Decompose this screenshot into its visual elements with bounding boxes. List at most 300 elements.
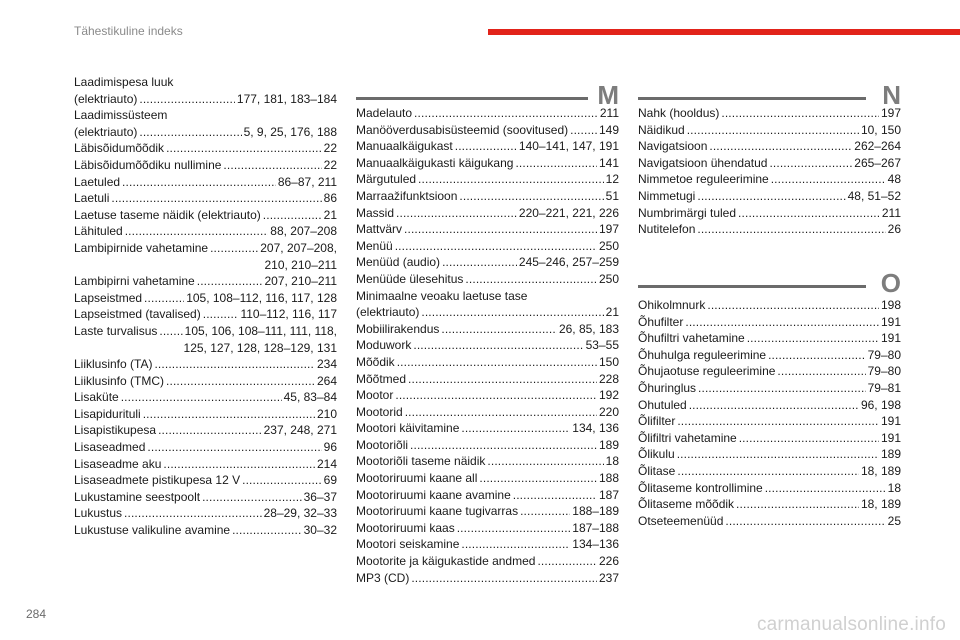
index-entry-row	[356, 453, 619, 470]
dot-leader	[242, 472, 322, 489]
index-entry-label: Mõõdik	[356, 354, 395, 369]
index-entry-pages: 265–267	[854, 155, 901, 170]
index-entry-label: Madelauto	[356, 106, 413, 120]
index-entry-label: Õhuringlus	[638, 380, 697, 395]
index-entry-pages: 237, 248, 271	[263, 423, 337, 438]
index-entry	[356, 138, 619, 155]
dot-leader	[677, 413, 879, 430]
dot-leader	[465, 271, 597, 288]
index-entry	[638, 513, 901, 530]
index-entry	[356, 321, 619, 338]
index-entry	[638, 138, 901, 155]
index-entry-label: Nimmetugi	[638, 188, 696, 203]
index-entry-pages: 22	[323, 141, 337, 156]
index-entry-row	[638, 430, 901, 447]
index-entry-row	[356, 105, 619, 122]
index-entry-pages: 96	[323, 440, 337, 455]
index-entry-pages: 226	[598, 554, 619, 569]
index-entry-pages: 220–221, 221, 226	[518, 205, 619, 220]
index-entry-pages: 188–189	[572, 504, 619, 519]
index-entry-row	[356, 536, 619, 553]
index-entry-label: Liiklusinfo (TMC)	[74, 373, 165, 388]
dot-leader	[537, 553, 597, 570]
index-entry	[356, 437, 619, 454]
dot-leader	[158, 422, 262, 439]
index-entry-label: Laetuli	[74, 191, 110, 206]
dot-leader	[410, 437, 597, 454]
index-entry-label: Menüüd (audio)	[356, 255, 441, 270]
dot-leader	[405, 404, 597, 421]
index-entry-pages: 250	[598, 271, 619, 286]
index-entry-row	[74, 456, 337, 473]
index-entry	[638, 205, 901, 222]
index-entry-row	[638, 496, 901, 513]
index-entry-pages: 211	[881, 205, 901, 220]
index-entry	[74, 306, 337, 323]
index-entry-row	[74, 223, 337, 240]
index-entry-pages: 69	[323, 473, 337, 488]
index-entry-row	[638, 122, 901, 139]
dot-leader	[520, 503, 570, 520]
index-entry-row	[638, 330, 901, 347]
index-entry	[638, 171, 901, 188]
dot-leader	[689, 397, 859, 414]
index-entry-pages: 245–246, 257–259	[518, 255, 619, 270]
index-entry-label: (elektriauto)	[356, 305, 420, 320]
index-entry-pages: 105, 108–112, 116, 117, 128	[186, 290, 337, 305]
index-entry-label: Mootori käivitamine	[356, 421, 460, 436]
index-entry-label: Läbisõidumõõdik	[74, 141, 165, 156]
dot-leader	[395, 387, 597, 404]
index-entry-pages: 26	[887, 222, 901, 237]
index-entry-row	[356, 553, 619, 570]
index-entry-pages: 191	[880, 331, 901, 346]
index-entry-row	[74, 290, 337, 307]
index-entry-label: Õhufiltri vahetamine	[638, 331, 745, 346]
index-entry-heading: Minimaalne veoaku laetuse tase	[356, 288, 528, 303]
index-entry-pages: 189	[880, 447, 901, 462]
section-divider-line	[638, 97, 866, 100]
index-entry-pages: 79–80	[867, 347, 901, 362]
section-letter-m: M	[597, 80, 619, 110]
dot-leader	[677, 463, 859, 480]
index-entry	[356, 503, 619, 520]
index-entry-pages: 207, 210–211	[264, 274, 337, 289]
index-entry	[356, 254, 619, 271]
index-entry	[74, 356, 337, 373]
index-entry	[356, 354, 619, 371]
index-entry-label: Laste turvalisus	[74, 323, 158, 338]
index-entry-label: Nahk (hooldus)	[638, 106, 720, 120]
index-entry-row	[74, 140, 337, 157]
dot-leader	[414, 105, 598, 122]
index-entry-pages: 140–141, 147, 191	[518, 139, 619, 154]
index-entry-label: (elektriauto)	[74, 91, 138, 106]
index-entry-row	[356, 138, 619, 155]
index-entry	[638, 430, 901, 447]
index-entry	[638, 221, 901, 238]
dot-leader	[441, 321, 557, 338]
index-entry-row	[74, 422, 337, 439]
index-entry-label: Massid	[356, 205, 395, 220]
dot-leader	[769, 155, 852, 172]
dot-leader	[143, 406, 315, 423]
index-entry-pages: 105, 106, 108–111, 111, 118,	[184, 323, 337, 338]
index-entry-row	[74, 306, 337, 323]
index-entry-row	[638, 480, 901, 497]
dot-leader	[223, 157, 321, 174]
index-entry-row	[356, 570, 619, 587]
index-entry-row	[74, 472, 337, 489]
index-entry-pages: 26, 85, 183	[558, 321, 619, 336]
index-entry-pages: 110–112, 116, 117	[240, 307, 337, 322]
index-entry	[356, 570, 619, 587]
index-entry-label: Lisaküte	[74, 390, 119, 405]
index-entry	[638, 397, 901, 414]
index-entry-row	[356, 155, 619, 172]
index-entry-label: Lisaseadme aku	[74, 456, 162, 471]
index-entry	[74, 190, 337, 207]
index-entry	[356, 387, 619, 404]
index-entry	[638, 380, 901, 397]
index-entry	[356, 221, 619, 238]
index-entry-label: Lapseistmed (tavalised)	[74, 307, 201, 322]
section-divider-line	[356, 97, 588, 100]
dot-leader	[166, 373, 315, 390]
index-entry-label: Õlifiltri vahetamine	[638, 430, 737, 445]
dot-leader	[442, 254, 517, 271]
index-entry	[356, 536, 619, 553]
index-entry-row	[356, 470, 619, 487]
index-entry-label: Manuaalkäigukast	[356, 139, 453, 154]
index-entry-label: Õhuhulga reguleerimine	[638, 347, 767, 362]
index-entry	[74, 505, 337, 522]
index-entry-label: Õlitaseme mõõdik	[638, 497, 735, 512]
index-entry-row	[638, 413, 901, 430]
index-entry-pages: 18, 189	[860, 463, 901, 478]
index-entry-label: Menüüde ülesehitus	[356, 271, 464, 286]
index-section-o	[638, 297, 901, 529]
dot-leader	[232, 522, 302, 539]
index-entry	[356, 487, 619, 504]
dot-leader	[144, 290, 184, 307]
index-entry	[356, 404, 619, 421]
index-entry-pages: 48, 51–52	[847, 188, 901, 203]
index-entry-row	[74, 273, 337, 290]
index-entry-row	[74, 174, 337, 191]
index-entry-row	[638, 363, 901, 380]
index-entry-row	[638, 397, 901, 414]
index-entry-heading: Laadimissüsteem	[74, 108, 168, 123]
dot-leader	[765, 480, 886, 497]
index-entry	[638, 314, 901, 331]
index-entry-row	[74, 389, 337, 406]
index-entry-pages-continued: 210, 210–211	[264, 257, 337, 272]
section-letter-o: O	[880, 268, 901, 298]
index-entry	[74, 472, 337, 489]
index-entry-row	[74, 406, 337, 423]
index-entry-pages: 189	[598, 437, 619, 452]
index-entry-row	[356, 387, 619, 404]
index-entry	[74, 389, 337, 406]
index-entry	[74, 107, 337, 140]
dot-leader	[457, 520, 571, 537]
index-entry-label: (elektriauto)	[74, 124, 138, 139]
dot-leader	[721, 105, 879, 122]
index-entry	[356, 171, 619, 188]
index-entry-pages: 197	[880, 106, 901, 120]
dot-leader	[736, 496, 859, 513]
index-entry-row	[638, 380, 901, 397]
index-entry-label: Lambipirnide vahetamine	[74, 240, 209, 255]
dot-leader	[125, 223, 269, 240]
dot-leader	[159, 323, 182, 340]
index-entry-label: Märgutuled	[356, 172, 417, 187]
index-entry-row	[356, 487, 619, 504]
index-entry-pages: 187	[598, 487, 619, 502]
index-entry-pages: 86	[323, 191, 337, 206]
index-entry	[74, 439, 337, 456]
index-entry-label: Mootoriruumi kaane tugivarras	[356, 504, 519, 519]
index-entry	[74, 240, 337, 273]
section-letter-n: N	[882, 80, 901, 110]
index-entry-pages: 51	[605, 188, 619, 203]
index-entry-row	[356, 238, 619, 255]
index-entry-pages: 187–188	[572, 520, 619, 535]
dot-leader	[418, 171, 604, 188]
dot-leader	[777, 363, 865, 380]
index-entry-row	[638, 297, 901, 314]
index-entry-row	[74, 323, 337, 340]
index-entry-pages: 234	[316, 357, 337, 372]
index-entry-label: Mootorid	[356, 404, 403, 419]
dot-leader	[139, 124, 241, 141]
index-entry-row	[638, 463, 901, 480]
section-divider-line	[638, 285, 866, 288]
index-entry-pages: 214	[316, 456, 337, 471]
dot-leader	[677, 446, 879, 463]
index-entry-pages: 228	[598, 371, 619, 386]
index-entry-label: Mootorite ja käigukastide andmed	[356, 554, 536, 569]
index-entry	[356, 238, 619, 255]
dot-leader	[687, 122, 859, 139]
index-entry-row	[356, 171, 619, 188]
index-entry-row	[74, 157, 337, 174]
index-entry	[74, 406, 337, 423]
index-entry	[74, 174, 337, 191]
index-entry-row	[356, 354, 619, 371]
index-section-m	[356, 105, 619, 586]
index-entry-pages: 150	[598, 354, 619, 369]
index-entry	[356, 155, 619, 172]
dot-leader	[698, 380, 866, 397]
index-entry-label: Navigatsioon	[638, 139, 708, 154]
index-entry-label: Näidikud	[638, 122, 685, 137]
index-entry	[638, 297, 901, 314]
dot-leader	[459, 188, 603, 205]
index-entry-pages: 45, 83–84	[283, 390, 337, 405]
dot-leader	[263, 207, 322, 224]
index-entry-pages: 36–37	[303, 489, 337, 504]
index-entry-pages: 88, 207–208	[270, 224, 337, 239]
index-entry-pages: 198	[880, 298, 901, 312]
dot-leader	[768, 347, 866, 364]
section-header-o	[638, 260, 901, 296]
index-entry-label: Õlifilter	[638, 414, 676, 429]
dot-leader	[396, 205, 517, 222]
index-entry-label: Läbisõidumõõdiku nullimine	[74, 157, 222, 172]
dot-leader	[163, 456, 315, 473]
index-entry-row	[638, 138, 901, 155]
index-entry-row	[638, 155, 901, 172]
index-entry-pages: 86–87, 211	[277, 174, 337, 189]
index-entry-label: Manuaalkäigukasti käigukang	[356, 155, 514, 170]
index-entry	[74, 323, 337, 356]
index-entry-pages: 96, 198	[860, 397, 901, 412]
dot-leader	[771, 171, 886, 188]
index-entry	[356, 420, 619, 437]
index-entry	[638, 480, 901, 497]
index-entry	[356, 520, 619, 537]
index-entry	[638, 446, 901, 463]
page-header-title: Tähestikuline indeks	[74, 24, 183, 38]
index-entry-row	[356, 337, 619, 354]
dot-leader	[513, 487, 597, 504]
index-entry-label: Lisaseadmete pistikupesa 12 V	[74, 473, 241, 488]
dot-leader	[124, 505, 262, 522]
index-entry-label: Õlitase	[638, 463, 676, 478]
dot-leader	[515, 155, 597, 172]
dot-leader	[121, 389, 282, 406]
index-entry	[74, 140, 337, 157]
index-entry-label: Lisaseadmed	[74, 440, 146, 455]
index-entry-row	[356, 304, 619, 321]
index-entry	[356, 105, 619, 122]
dot-leader	[421, 304, 603, 321]
index-entry	[74, 456, 337, 473]
index-entry-label: Lukustuse valikuline avamine	[74, 523, 231, 538]
dot-leader	[395, 238, 597, 255]
dot-leader	[747, 330, 879, 347]
index-entry-label: Mobiilirakendus	[356, 321, 440, 336]
index-entry-label: Õlitaseme kontrollimine	[638, 480, 763, 495]
index-entry-row	[74, 207, 337, 224]
index-entry-pages: 10, 150	[860, 122, 901, 137]
index-entry	[356, 188, 619, 205]
index-entry-row	[74, 522, 337, 539]
index-entry	[74, 522, 337, 539]
index-entry	[638, 463, 901, 480]
index-entry-row	[356, 437, 619, 454]
index-entry-label: Laetuled	[74, 174, 121, 189]
dot-leader	[739, 430, 879, 447]
index-entry	[356, 271, 619, 288]
index-entry-label: Nimmetoe reguleerimine	[638, 172, 769, 187]
index-entry	[638, 496, 901, 513]
index-entry	[638, 122, 901, 139]
section-header-m	[356, 72, 619, 108]
index-entry-pages: 48	[887, 172, 901, 187]
index-entry-label: Navigatsioon ühendatud	[638, 155, 768, 170]
index-entry-label: Lisapidurituli	[74, 406, 141, 421]
index-entry-pages: 134–136	[572, 537, 619, 552]
index-entry-pages: 18	[605, 454, 619, 469]
index-entry-pages: 79–81	[867, 380, 901, 395]
index-entry-pages: 177, 181, 183–184	[236, 91, 337, 106]
index-entry-row	[638, 446, 901, 463]
dot-leader	[111, 190, 321, 207]
index-entry	[638, 105, 901, 122]
index-entry-pages-continued: 125, 127, 128, 128–129, 131	[183, 340, 337, 355]
index-entry-row	[638, 513, 901, 530]
index-entry	[638, 413, 901, 430]
index-entry-row	[356, 371, 619, 388]
index-entry-row	[356, 122, 619, 139]
index-entry-row	[638, 171, 901, 188]
index-entry-row	[356, 221, 619, 238]
index-entry-label: Mootoriõli	[356, 437, 409, 452]
index-entry-label: Lambipirni vahetamine	[74, 274, 195, 289]
index-entry-row	[638, 221, 901, 238]
dot-leader	[154, 356, 315, 373]
index-entry-label: Menüü	[356, 238, 393, 253]
index-entry	[356, 371, 619, 388]
dot-leader	[397, 354, 597, 371]
dot-leader	[411, 570, 597, 587]
dot-leader	[413, 337, 583, 354]
index-entry-row	[74, 505, 337, 522]
index-entry-pages: 79–80	[867, 364, 901, 379]
index-entry-label: Lukustamine seestpoolt	[74, 489, 201, 504]
index-entry-pages: 25	[887, 513, 901, 528]
index-section-n	[638, 105, 901, 238]
index-entry-pages: 210	[316, 406, 337, 421]
index-entry-pages: 207, 207–208,	[260, 240, 337, 255]
index-entry-label: Mootoriruumi kaane avamine	[356, 487, 511, 502]
index-entry	[638, 188, 901, 205]
index-entry-row	[356, 321, 619, 338]
index-entry-row	[638, 347, 901, 364]
index-entry-row	[638, 105, 901, 122]
index-entry-pages: 22	[323, 157, 337, 172]
index-entry-label: Mootoriõli taseme näidik	[356, 454, 486, 469]
index-entry-label: Ohutuled	[638, 397, 687, 412]
index-entry-row	[356, 503, 619, 520]
index-entry-pages: 192	[598, 388, 619, 403]
dot-leader	[487, 453, 603, 470]
index-entry-pages: 12	[605, 172, 619, 187]
index-entry	[356, 288, 619, 321]
index-entry	[74, 422, 337, 439]
index-entry	[356, 337, 619, 354]
index-entry-row	[74, 240, 337, 257]
dot-leader	[697, 221, 885, 238]
index-entry-row	[356, 420, 619, 437]
index-entry-pages: 191	[880, 414, 901, 429]
index-entry-label: Otseteemenüüd	[638, 513, 724, 528]
dot-leader	[122, 174, 276, 191]
index-entry-row	[74, 439, 337, 456]
index-entry-pages: 188	[598, 471, 619, 486]
index-entry	[638, 155, 901, 172]
index-entry-label: Lähituled	[74, 224, 123, 239]
index-entry	[356, 553, 619, 570]
index-entry	[74, 290, 337, 307]
index-entry-pages: 197	[598, 222, 619, 237]
index-entry	[74, 273, 337, 290]
index-entry-pages: 211	[599, 106, 619, 120]
index-entry-row	[74, 91, 337, 108]
